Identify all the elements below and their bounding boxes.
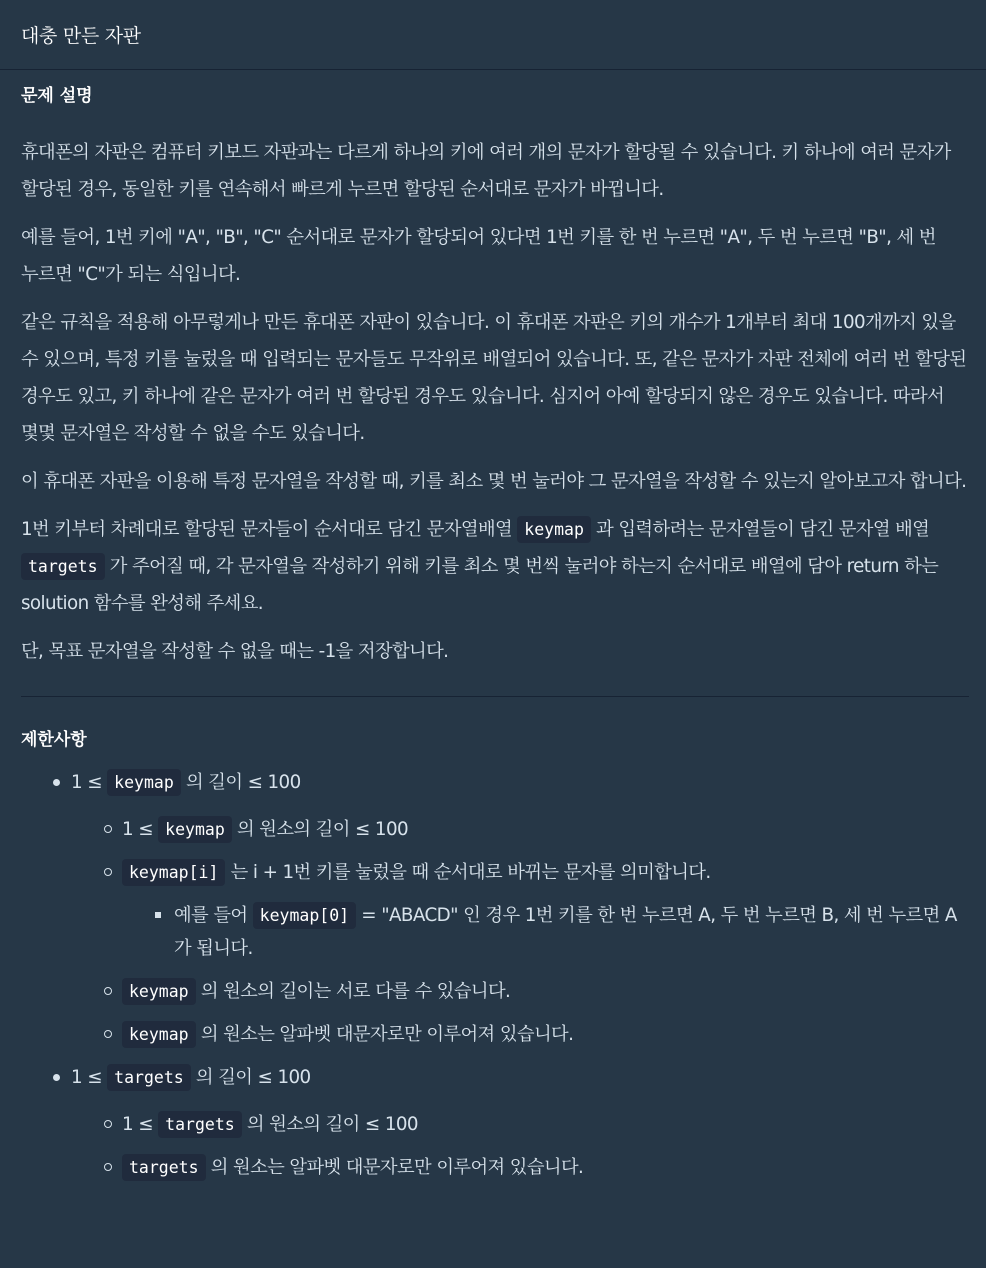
bullet-disc-icon (53, 779, 60, 786)
constraint-prefix: 1 ≤ (71, 772, 108, 793)
constraint-code: keymap (122, 1021, 196, 1048)
bullet-circle-icon (104, 1030, 112, 1038)
description-paragraph-4: 이 휴대폰 자판을 이용해 특정 문자열을 작성할 때, 키를 최소 몇 번 눌러야 그 문자열을 작성할 수 있는지 알아보고자 합니다. (21, 471, 967, 492)
problem-content (0, 70, 986, 1184)
constraint-subitem (21, 813, 969, 846)
constraints-list (21, 766, 969, 1184)
constraint-code: keymap (107, 769, 181, 796)
p5-text-2: 과 입력하려는 문자열들이 담긴 문자열 배열 (590, 519, 930, 540)
constraint-code: keymap[0] (253, 902, 356, 929)
constraint-subitem (21, 1018, 969, 1051)
constraint-code: keymap (122, 978, 196, 1005)
description-heading: 문제 설명 (21, 86, 93, 106)
description-paragraph-2: 예를 들어, 1번 키에 "A", "B", "C" 순서대로 문자가 할당되어 있다면 1번 키를 한 번 누르면 "A", 두 번 누르면 "B", 세 번 누르면 "C"가 되는 식입니다. (21, 227, 936, 285)
constraint-suffix: 의 원소의 길이 ≤ 100 (241, 1114, 418, 1135)
constraint-subitem (21, 1151, 969, 1184)
bullet-circle-icon (104, 987, 112, 995)
constraint-suffix: 의 원소는 알파벳 대문자로만 이루어져 있습니다. (195, 1024, 574, 1045)
constraint-code: targets (107, 1064, 191, 1091)
constraint-prefix: 1 ≤ (122, 1114, 159, 1135)
problem-header (0, 0, 986, 70)
description-paragraph-1: 휴대폰의 자판은 컴퓨터 키보드 자판과는 다르게 하나의 키에 여러 개의 문자가 할당될 수 있습니다. 키 하나에 여러 문자가 할당된 경우, 동일한 키를 연속해서 빠르게 누르면 할당된 순서대로 문자가 바뀝니다. (21, 142, 951, 200)
constraint-suffix: 의 원소의 길이는 서로 다를 수 있습니다. (195, 981, 511, 1002)
constraint-code: keymap (158, 816, 232, 843)
constraint-suffix: 의 원소는 알파벳 대문자로만 이루어져 있습니다. (205, 1157, 584, 1178)
code-keymap: keymap (517, 516, 591, 543)
constraint-item (21, 1061, 969, 1094)
constraint-subitem (21, 856, 969, 889)
constraint-code: keymap[i] (122, 859, 225, 886)
constraint-item (21, 766, 969, 799)
constraint-suffix: 의 길이 ≤ 100 (180, 772, 301, 793)
constraint-suffix: 의 길이 ≤ 100 (190, 1067, 311, 1088)
constraint-prefix: 예를 들어 (174, 905, 253, 926)
description-paragraph-6: 단, 목표 문자열을 작성할 수 없을 때는 -1을 저장합니다. (21, 641, 449, 662)
p5-text-1: 1번 키부터 차례대로 할당된 문자들이 순서대로 담긴 문자열배열 (21, 519, 518, 540)
bullet-circle-icon (104, 868, 112, 876)
constraint-code: targets (158, 1111, 242, 1138)
constraint-suffix: 는 i + 1번 키를 눌렀을 때 순서대로 바뀌는 문자를 의미합니다. (225, 862, 711, 883)
bullet-disc-icon (53, 1074, 60, 1081)
bullet-circle-icon (104, 1120, 112, 1128)
constraint-prefix: 1 ≤ (122, 819, 159, 840)
constraint-suffix: 의 원소의 길이 ≤ 100 (231, 819, 409, 840)
constraint-prefix: 1 ≤ (71, 1067, 108, 1088)
description-paragraph-5 (21, 511, 969, 622)
description-paragraph-3: 같은 규칙을 적용해 아무렇게나 만든 휴대폰 자판이 있습니다. 이 휴대폰 자판은 키의 개수가 1개부터 최대 100개까지 있을 수 있으며, 특정 키를 눌렀을 때 입력되는 문자들도 무작위로 배열되어 있습니다. 또, 같은 문자가 자판 전체에 여러 번 할당된 경우도 있고, 키 하나에 같은 문자가 여러 번 할당된 경우도 있습니다. 심지어 아예 할당되지 않은 경우도 있습니다. 따라서 몇몇 문자열은 작성할 수 없을 수도 있습니다. (21, 312, 967, 444)
constraint-subitem (21, 975, 969, 1008)
code-targets: targets (21, 553, 105, 580)
constraints-heading: 제한사항 (21, 730, 87, 750)
section-divider (21, 696, 969, 697)
constraint-suffix: = "ABACD" 인 경우 1번 키를 한 번 누르면 A, 두 번 누르면 B, 세 번 누르면 A 가 됩니다. (174, 905, 957, 959)
bullet-square-icon (155, 912, 161, 918)
bullet-circle-icon (104, 825, 112, 833)
bullet-circle-icon (104, 1163, 112, 1171)
constraint-subitem (21, 1108, 969, 1141)
p5-text-3: 가 주어질 때, 각 문자열을 작성하기 위해 키를 최소 몇 번씩 눌러야 하는지 순서대로 배열에 담아 return 하는 solution 함수를 완성해 주세요. (21, 556, 939, 614)
constraint-subsubitem (21, 899, 969, 965)
constraint-code: targets (122, 1154, 206, 1181)
problem-title: 대충 만든 자판 (21, 25, 141, 47)
